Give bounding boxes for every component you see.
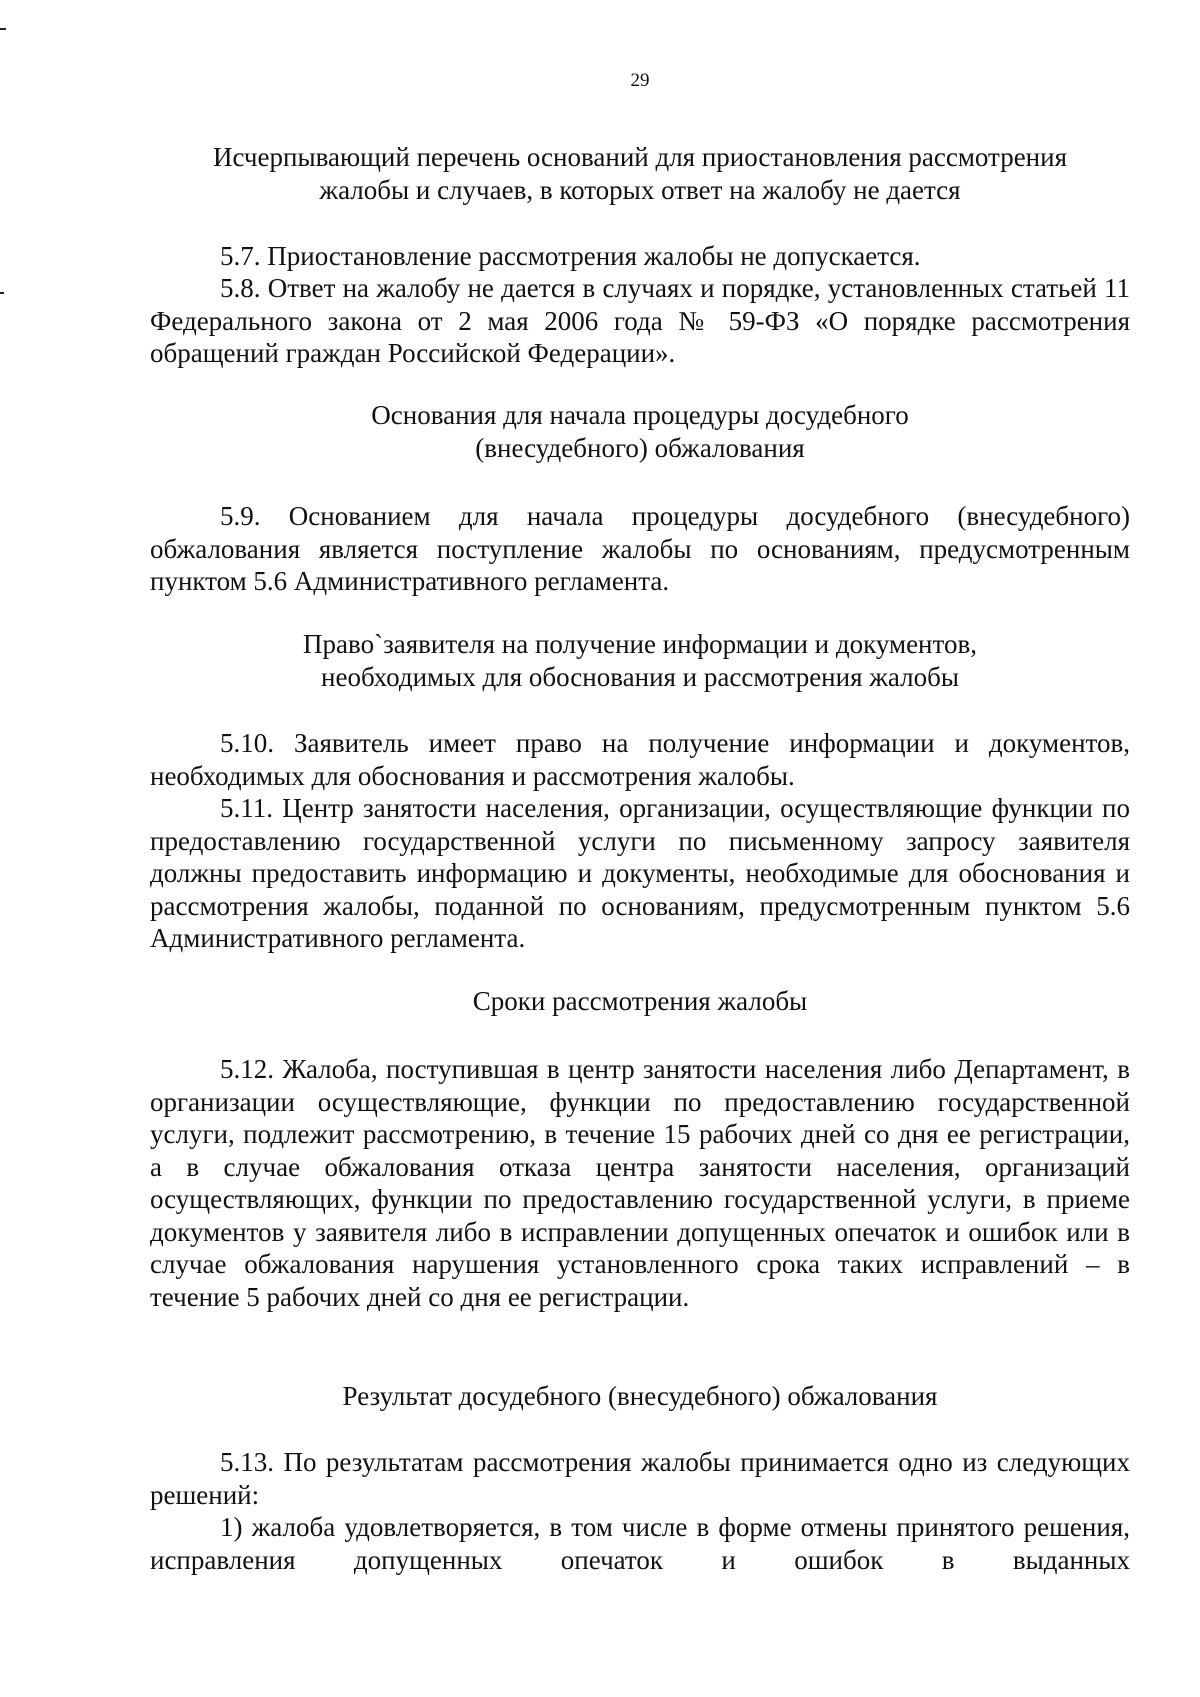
heading-line: Результат досудебного (внесудебного) обжалования — [342, 1381, 938, 1411]
heading-line: необходимых для обоснования и рассмотрения жалобы — [321, 662, 959, 692]
paragraph-5-12: 5.12. Жалоба, поступившая в центр занятости населения либо Департамент, в организации осуществляющие, функции по предоставлению государственной услуги, подлежит рассмотрению, в течение 15 рабочих дней со дня ее регистрации, а в случае обжалования отказа центра занятости населения, организаций осуществляющих, функции по предоставлению государственной услуги, в приеме документов у заявителя либо в исправлении допущенных опечаток и ошибок или в случае обжалования нарушения установленного срока таких исправлений – в течение 5 рабочих дней со дня ее регистрации. — [150, 1054, 1130, 1312]
heading-line: Основания для начала процедуры досудебного — [371, 400, 909, 430]
heading-line: Сроки рассмотрения жалобы — [472, 986, 808, 1016]
section-heading-suspension — [150, 141, 1130, 207]
heading-line: жалобы и случаев, в которых ответ на жалобу не дается — [319, 175, 961, 205]
paragraph-5-7: 5.7. Приостановление рассмотрения жалобы не допускается. — [220, 241, 921, 271]
heading-line: (внесудебного) обжалования — [475, 433, 805, 463]
section-heading-result — [150, 1380, 1130, 1413]
scan-edge-mark — [0, 292, 4, 294]
paragraph-5-13-item-1: 1) жалоба удовлетворяется, в том числе в форме отмены принятого решения, исправления допущенных опечаток и ошибок в выданных — [150, 1512, 1130, 1575]
paragraph-5-10: 5.10. Заявитель имеет право на получение информации и документов, необходимых для обоснования и рассмотрения жалобы. — [150, 728, 1130, 791]
paragraph-5-8: 5.8. Ответ на жалобу не дается в случаях и порядке, установленных статьей 11 Федерального закона от 2 мая 2006 года № 59-ФЗ «О порядке рассмотрения обращений граждан Российской Федерации». — [150, 273, 1130, 368]
heading-line: Исчерпывающий перечень оснований для приостановления рассмотрения — [212, 142, 1067, 172]
scan-edge-mark — [0, 28, 6, 30]
paragraph-5-13: 5.13. По результатам рассмотрения жалобы принимается одно из следующих решений: — [150, 1447, 1130, 1510]
section-heading-applicant-right — [150, 628, 1130, 694]
section-heading-terms — [150, 985, 1130, 1018]
heading-line: Право`заявителя на получение информации и документов, — [303, 629, 977, 659]
page-number: 29 — [630, 70, 650, 91]
paragraph-5-9: 5.9. Основанием для начала процедуры досудебного (внесудебного) обжалования является поступление жалобы по основаниям, предусмотренным пунктом 5.6 Административного регламента. — [150, 501, 1130, 596]
paragraph-5-11: 5.11. Центр занятости населения, организации, осуществляющие функции по предоставлению государственной услуги по письменному запросу заявителя должны предоставить информацию и документы, необходимые для обоснования и рассмотрения жалобы, поданной по основаниям, предусмотренным пунктом 5.6 Административного регламента. — [150, 793, 1130, 953]
section-heading-grounds — [150, 399, 1130, 465]
